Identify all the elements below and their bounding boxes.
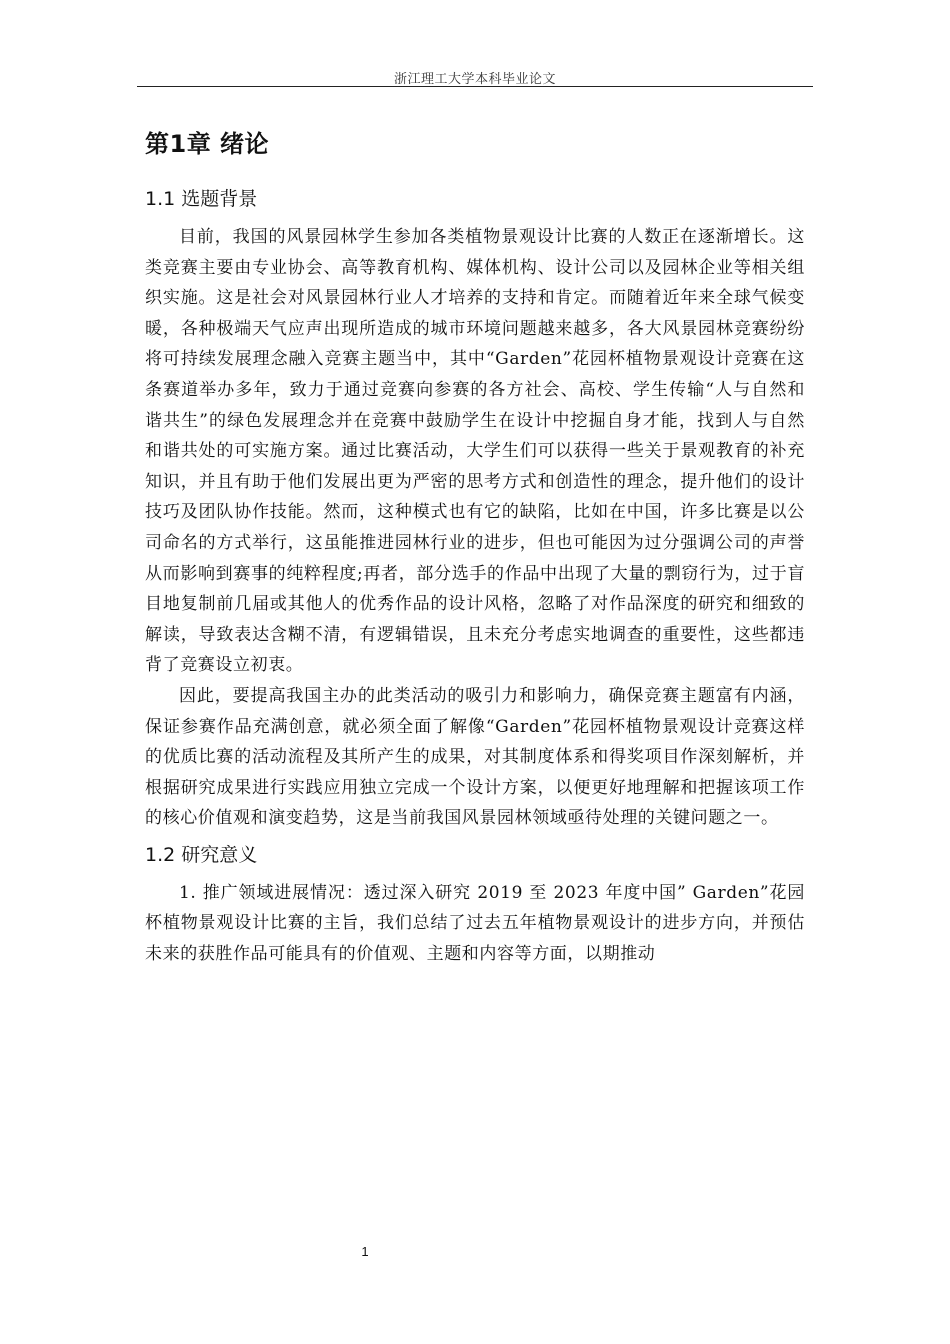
running-header: 浙江理工大学本科毕业论文 — [393, 72, 556, 87]
paragraph-background-1: 目前，我国的风景园林学生参加各类植物景观设计比赛的人数正在逐渐增长。这类竞赛主要由专业协会、高等教育机构、媒体机构、设计公司以及园林企业等相关组织实施。这是社会对风景园林行业人才培养的支持和肯定。而随着近年来全球气候变暖，各种极端天气应声出现所造成的城市环境问题越来越多，各大风景园林竞赛纷纷将可持续发展理念融入竞赛主题当中，其中“Garden”花园杯植物景观设计竞赛在这条赛道举办多年，致力于通过竞赛向参赛的各方社会、高校、学生传输“人与自然和谐共生”的绿色发展理念并在竞赛中鼓励学生在设计中挖掘自身才能，找到人与自然和谐共处的可实施方案。通过比赛活动，大学生们可以获得一些关于景观教育的补充知识，并且有助于他们发展出更为严密的思考方式和创造性的理念，提升他们的设计技巧及团队协作技能。然而，这种模式也有它的缺陷，比如在中国，许多比赛是以公司命名的方式举行，这虽能推进园林行业的进步，但也可能因为过分强调公司的声誉从而影响到赛事的纯粹程度;再者，部分选手的作品中出现了大量的剽窃行为，过于盲目地复制前几届或其他人的优秀作品的设计风格，忽略了对作品深度的研究和细致的解读，导致表达含糊不清，有逻辑错误，且未充分考虑实地调查的重要性，这些都违背了竞赛设立初衷。 — [145, 227, 805, 676]
header-rule — [137, 86, 813, 87]
section-title-background: 1.1 选题背景 — [145, 188, 258, 210]
page-number: 1 — [361, 1244, 369, 1259]
paragraph-background-2: 因此，要提高我国主办的此类活动的吸引力和影响力，确保竞赛主题富有内涵，保证参赛作品充满创意，就必须全面了解像“Garden”花园杯植物景观设计竞赛这样的优质比赛的活动流程及其所产生的成果，对其制度体系和得奖项目作深刻解析，并根据研究成果进行实践应用独立完成一个设计方案，以便更好地理解和把握该项工作的核心价值观和演变趋势，这是当前我国风景园林领域亟待处理的关键问题之一。 — [145, 685, 805, 829]
chapter-title: 第1章 绪论 — [145, 130, 270, 158]
page-content — [145, 122, 805, 970]
paragraph-significance-1: 1. 推广领域进展情况：透过深入研究 2019 至 2023 年度中国” Garden”花园杯植物景观设计比赛的主旨，我们总结了过去五年植物景观设计的进步方向，并预估未来的获胜作品可能具有的价值观、主题和内容等方面，以期推动 — [145, 882, 805, 965]
section-title-significance: 1.2 研究意义 — [145, 843, 258, 866]
